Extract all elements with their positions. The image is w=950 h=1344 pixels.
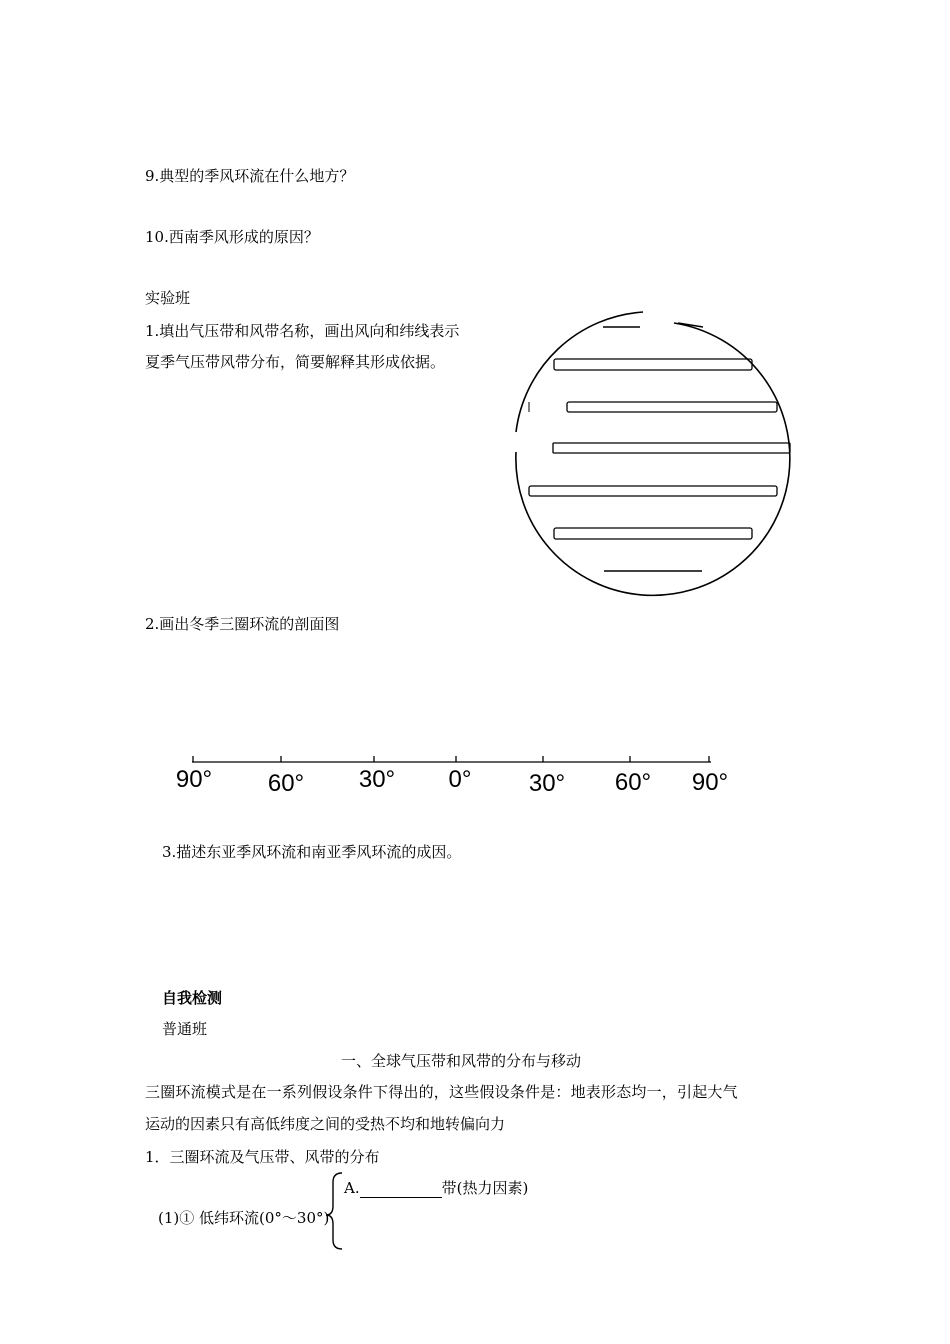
- self-check-heading: 自我检测: [162, 989, 223, 1007]
- axis-tick-label: 90°: [175, 766, 213, 793]
- option-a-prefix: A.: [344, 1179, 360, 1197]
- option-a-suffix: 带(热力因素): [441, 1179, 529, 1197]
- axis-tick-label: 60°: [267, 770, 305, 797]
- axis-tick-label: 30°: [358, 766, 396, 793]
- item-1: 1．三圈环流及气压带、风带的分布: [145, 1148, 380, 1166]
- class-label: 普通班: [162, 1020, 208, 1038]
- paragraph-line-2: 运动的因素只有高低纬度之间的受热不均和地转偏向力: [145, 1115, 506, 1133]
- axis-tick-label: 60°: [614, 769, 652, 796]
- paragraph-line-1: 三圈环流模式是在一系列假设条件下得出的，这些假设条件是：地表形态均一，引起大气: [145, 1083, 738, 1101]
- top-line-right: [678, 323, 703, 327]
- task-1-line-2: 夏季气压带风带分布，简要解释其形成依据。: [145, 353, 446, 371]
- globe-outline: [516, 323, 790, 595]
- belt-box-2: [567, 402, 777, 412]
- section-title: 一、全球气压带和风带的分布与移动: [341, 1052, 582, 1070]
- low-latitude-label: (1)① 低纬环流(0°～30°): [158, 1209, 330, 1227]
- axis-tick-label: 30°: [528, 770, 566, 797]
- axis-tick-label: 0°: [448, 766, 472, 793]
- option-a: [344, 1178, 528, 1198]
- question-10: 10.西南季风形成的原因？: [145, 228, 319, 246]
- belt-box-3: [553, 443, 790, 453]
- axis-tick-label: 90°: [691, 769, 729, 796]
- task-2: 2.画出冬季三圈环流的剖面图: [145, 615, 340, 633]
- belt-box-4: [529, 486, 777, 496]
- experiment-class-heading: 实验班: [145, 289, 191, 307]
- belt-box-1: [554, 359, 752, 370]
- question-9: 9.典型的季风环流在什么地方？: [145, 167, 355, 185]
- task-3: 3.描述东亚季风环流和南亚季风环流的成因。: [162, 843, 462, 861]
- option-a-blank[interactable]: [360, 1181, 442, 1198]
- task-1-line-1: 1.填出气压带和风带名称，画出风向和纬线表示: [145, 322, 460, 340]
- globe-outline-upper: [516, 312, 643, 432]
- belt-box-5: [554, 528, 752, 539]
